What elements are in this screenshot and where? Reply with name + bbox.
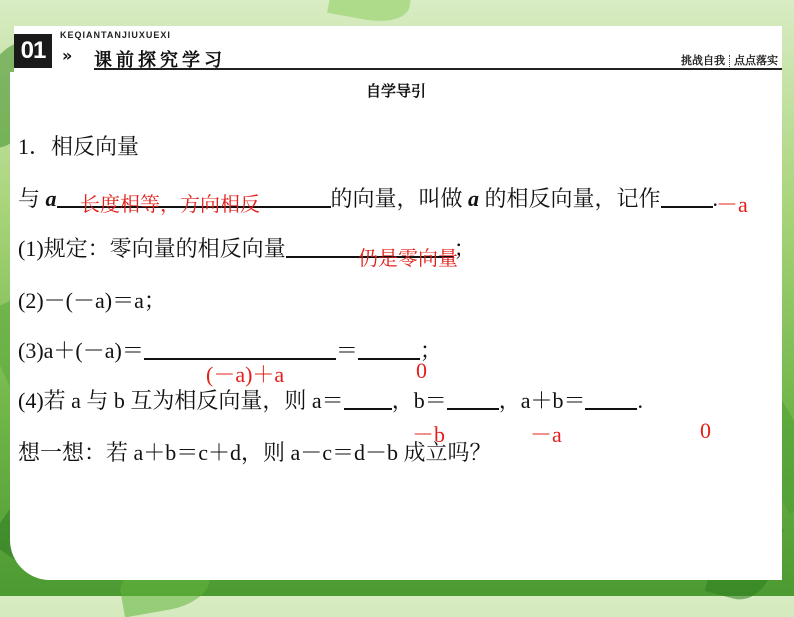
section-number-badge: 01 <box>14 34 52 68</box>
answer-zero-vector: 仍是零向量 <box>358 246 458 270</box>
definition-line: 与 a 的向量，叫做 a 的相反向量，记作 . <box>18 186 719 211</box>
answer-neg-b: －b <box>412 422 446 447</box>
section-pinyin: KEQIANTANJIUXUEXI <box>60 30 171 40</box>
answer-zero-2: 0 <box>700 418 711 443</box>
answer-neg-a: －a <box>716 192 748 217</box>
tag-practice: 点点落实 <box>734 54 778 67</box>
rule-2-line: (2)－(－a)＝a； <box>18 288 166 313</box>
blank-a <box>344 386 392 410</box>
rule-4-line: (4)若 a 与 b 互为相反向量，则 a＝ ，b＝ ，a＋b＝ . <box>18 388 643 413</box>
rule-1-line: (1)规定：零向量的相反向量 ； <box>18 236 476 261</box>
blank-sum-value <box>358 336 420 360</box>
tag-challenge: 挑战自我 <box>681 54 725 67</box>
blank-a-plus-b <box>585 386 637 410</box>
tag-separator <box>729 55 730 67</box>
answer-zero-1: 0 <box>416 358 427 383</box>
blank-sum-expr <box>144 336 336 360</box>
rule-3-line: (3)a＋(－a)＝ ＝ ； <box>18 338 442 363</box>
header-tags <box>681 52 778 68</box>
answer-length-direction: 长度相等，方向相反 <box>80 192 260 216</box>
heading-opposite-vectors: 1．相反向量 <box>18 134 140 159</box>
leaf-decoration <box>327 0 413 27</box>
answer-sum-expr: (－a)＋a <box>206 362 285 387</box>
content-panel <box>10 72 782 580</box>
chevron-right-icon: » <box>62 46 73 65</box>
section-title: 课前探究学习 <box>94 50 226 71</box>
think-question: 想一想：若 a＋b＝c＋d，则 a－c＝d－b 成立吗？ <box>18 440 492 465</box>
slide-header <box>14 26 782 72</box>
answer-neg-a-2: －a <box>530 422 562 447</box>
blank-notation <box>661 184 713 208</box>
page-subhead: 自学导引 <box>365 82 426 100</box>
header-divider <box>94 68 782 70</box>
blank-b <box>447 386 499 410</box>
